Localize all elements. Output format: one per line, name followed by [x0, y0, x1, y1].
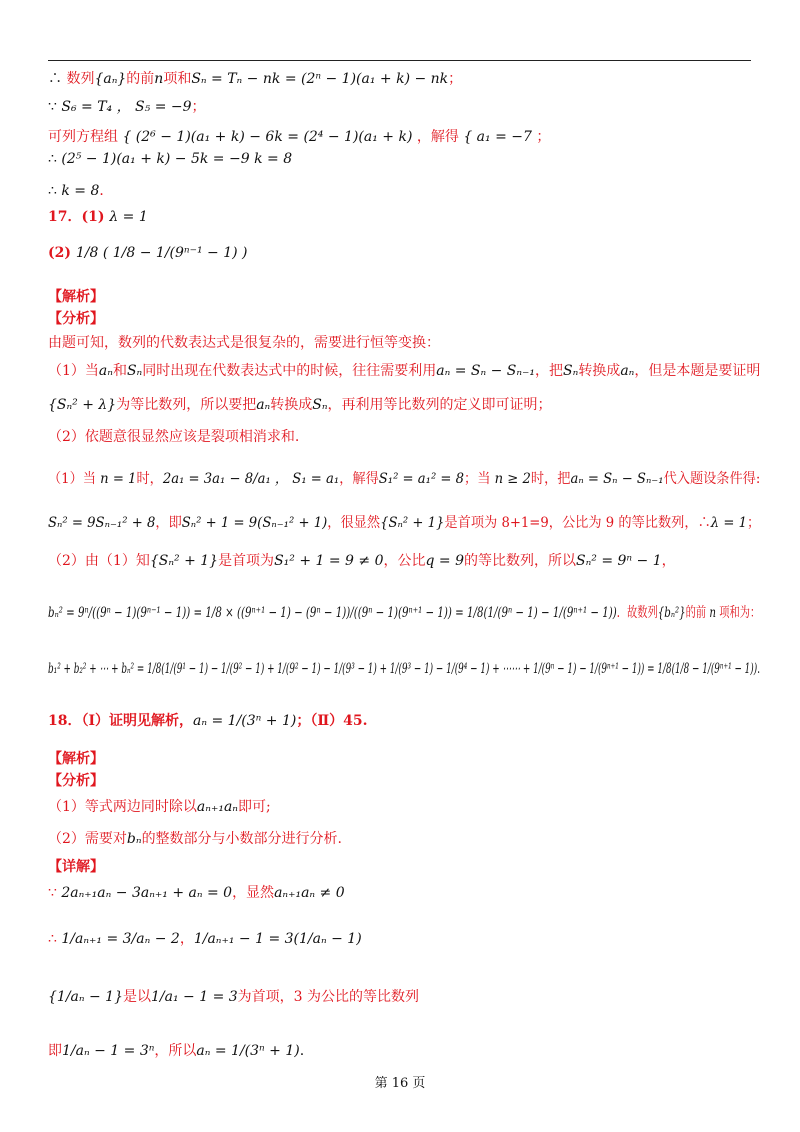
math-expression: Sₙ² + 1 = 9(Sₙ₋₁² + 1) — [181, 515, 328, 531]
math-expression: aₙ₊₁aₙ ≠ 0 — [274, 885, 345, 901]
math-expression: Sₙ — [312, 397, 328, 413]
text-line — [48, 798, 271, 816]
text-run: (2) — [48, 245, 76, 261]
header-rule — [48, 60, 751, 61]
text-run: （2）由（1）知 — [48, 553, 150, 569]
text-run: 时， — [136, 471, 163, 487]
text-run: （1）当 — [48, 363, 99, 379]
math-expression: { (2⁶ − 1)(a₁ + k) − 6k = (2⁴ − 1)(a₁ + k) — [122, 129, 413, 145]
text-run: ∴ — [48, 151, 62, 167]
text-line — [48, 208, 148, 226]
math-expression: 2a₁ = 3a₁ − 8/a₁ ， S₁ = a₁ — [162, 471, 340, 487]
text-run: 的前 — [685, 605, 710, 621]
math-expression: 1/8 ( 1/8 − 1/(9ⁿ⁻¹ − 1) ) — [75, 245, 248, 261]
text-run: （2）需要对 — [48, 831, 127, 847]
math-expression: aₙ = Sₙ − Sₙ₋₁ — [436, 363, 536, 379]
text-run: ． — [99, 183, 114, 199]
text-run: 即可; — [237, 799, 271, 815]
math-expression: Sₙ² = 9ⁿ − 1 — [576, 553, 662, 569]
text-run: ．故数列 — [616, 605, 658, 621]
text-run: ，把 — [535, 363, 564, 379]
text-run: ，即 — [155, 515, 182, 531]
text-run: 为等比数列，所以要把 — [116, 397, 257, 413]
text-run: 【解析】 — [48, 289, 104, 305]
text-line — [48, 660, 760, 678]
text-line — [48, 604, 760, 622]
text-run: （2）依题意很显然应该是裂项相消求和. — [48, 429, 300, 445]
math-expression: 2aₙ₊₁aₙ − 3aₙ₊₁ + aₙ = 0 — [61, 885, 233, 901]
math-expression: aₙ — [256, 397, 271, 413]
math-expression: k = 8 — [61, 183, 100, 199]
math-expression: {aₙ} — [94, 71, 127, 87]
text-run: 18．（Ⅰ）证明见解析， — [48, 713, 194, 729]
text-run: ，但是本题是要证明 — [634, 363, 761, 379]
text-run: 同时出现在代数表达式中的时候，往往需要利用 — [142, 363, 437, 379]
text-run: 是首项为 — [218, 553, 275, 569]
text-run: ，解得 — [339, 471, 379, 487]
math-expression: 1/aₙ₊₁ − 1 = 3(1/aₙ − 1) — [193, 931, 362, 947]
text-run: 的整数部分与小数部分进行分析. — [141, 831, 343, 847]
text-line — [48, 70, 462, 88]
math-expression: {bₙ²} — [657, 605, 686, 621]
text-line — [48, 150, 292, 168]
text-line — [48, 182, 113, 200]
text-run: 【详解】 — [48, 859, 104, 875]
math-expression: k = 8 — [254, 151, 293, 167]
math-expression: S₁² = a₁² = 8 — [378, 471, 465, 487]
text-run: ；（Ⅱ）45. — [296, 713, 368, 729]
text-line — [48, 334, 440, 352]
text-run: （1）当 — [48, 471, 101, 487]
math-expression: aₙ — [620, 363, 635, 379]
text-run: ，公比 — [383, 553, 426, 569]
text-run: 是首项为 8+1=9，公比为 9 的等比数列，∴ — [444, 515, 711, 531]
math-expression: {Sₙ² + 1} — [380, 515, 445, 531]
math-expression: n — [154, 71, 164, 87]
text-run: ∵ — [48, 99, 62, 115]
text-line — [48, 362, 760, 380]
math-expression: 1/aₙ − 1 = 3ⁿ — [62, 1043, 155, 1059]
math-expression: Sₙ — [126, 363, 143, 379]
text-line — [48, 128, 550, 146]
text-run: ， — [661, 553, 676, 569]
page-number: 第 16 页 — [374, 1076, 426, 1091]
text-run: 时，把 — [530, 471, 571, 487]
math-expression: aₙ = 1/(3ⁿ + 1) — [193, 713, 297, 729]
text-line — [48, 396, 552, 414]
text-line — [48, 772, 104, 790]
text-line — [48, 310, 104, 328]
math-expression: bₙ² = 9ⁿ/((9ⁿ − 1)(9ⁿ⁻¹ − 1)) = 1/8 × ((9ⁿ⁺¹ − 1) − (9ⁿ − 1))/((9ⁿ − 1)(9ⁿ⁺¹ − 1)) = 1/8(1/(9ⁿ − 1) − 1/(9ⁿ⁺¹ − 1)) — [48, 605, 617, 621]
text-line — [48, 288, 104, 306]
math-expression: λ = 1 — [109, 209, 148, 225]
text-run: 由题可知，数列的代数表达式是很复杂的，需要进行恒等变换： — [48, 335, 440, 351]
text-line — [48, 470, 760, 488]
text-line — [48, 930, 362, 948]
text-run: 和 — [112, 363, 127, 379]
math-expression: bₙ — [126, 831, 142, 847]
math-expression: n — [709, 605, 717, 621]
math-expression: aₙ₊₁aₙ — [196, 799, 238, 815]
math-expression: S₁² + 1 = 9 ≠ 0 — [274, 553, 384, 569]
text-run: 可列方程组 — [48, 129, 123, 145]
math-expression: q = 9 — [425, 553, 464, 569]
text-line — [48, 858, 104, 876]
text-line — [48, 244, 248, 262]
math-expression: n ≥ 2 — [494, 471, 531, 487]
text-run: ； — [448, 71, 463, 87]
text-run: ； — [747, 515, 761, 531]
text-run: 代入题设条件得: — [663, 471, 761, 487]
math-expression: 1/a₁ − 1 = 3 — [151, 989, 238, 1005]
text-run: 的等比数列，所以 — [464, 553, 576, 569]
math-expression: Sₙ — [563, 363, 579, 379]
text-run: ，很显然 — [327, 515, 381, 531]
math-expression: { a₁ = −7 — [463, 129, 532, 145]
text-run: . — [757, 661, 760, 677]
text-line — [48, 1042, 304, 1060]
text-run: ； — [191, 99, 206, 115]
text-run: ，显然 — [232, 885, 275, 901]
math-expression: {1/aₙ − 1} — [48, 989, 123, 1005]
text-run: 即 — [48, 1043, 62, 1059]
text-line — [48, 712, 368, 730]
text-line — [48, 830, 342, 848]
math-expression: {Sₙ² + 1} — [149, 553, 219, 569]
text-run: 17．(1) — [48, 209, 110, 225]
text-run: ，再利用等比数列的定义即可证明； — [327, 397, 552, 413]
math-expression: λ = 1 — [710, 515, 748, 531]
math-expression: Sₙ² = 9Sₙ₋₁² + 8 — [48, 515, 156, 531]
text-run: . — [299, 1043, 305, 1059]
text-run: ； — [531, 129, 551, 145]
text-run: 【解析】 — [48, 751, 104, 767]
text-line — [48, 552, 676, 570]
text-run: 项和为： — [716, 605, 761, 621]
text-run: 项和 — [163, 71, 192, 87]
math-expression: Sₙ = Tₙ − nk = (2ⁿ − 1)(a₁ + k) − nk — [191, 71, 449, 87]
text-run: ∴ — [48, 71, 67, 87]
text-line — [48, 988, 419, 1006]
text-line — [48, 428, 299, 446]
math-expression: 1/aₙ₊₁ = 3/aₙ − 2 — [61, 931, 180, 947]
text-run: 【分析】 — [48, 773, 104, 789]
math-expression: (2⁵ − 1)(a₁ + k) − 5k = −9 — [61, 151, 250, 167]
text-line — [48, 98, 206, 116]
math-expression: aₙ = 1/(3ⁿ + 1) — [196, 1043, 300, 1059]
math-expression: n = 1 — [100, 471, 137, 487]
text-run: 数列 — [66, 71, 95, 87]
math-expression: b₁² + b₂² + ⋯ + bₙ² = 1/8(1/(9¹ − 1) − 1/(9² − 1) + 1/(9² − 1) − 1/(9³ − 1) + 1/(9³ − 1) − 1/(9⁴ − 1) + ⋯⋯ + 1/(9ⁿ − 1) − 1/(9ⁿ⁺¹ − 1)) = 1/8(1/8 − 1/(9ⁿ⁺¹ − 1)) — [48, 661, 758, 677]
text-run: 是以 — [123, 989, 151, 1005]
text-run: ， — [179, 931, 194, 947]
text-run: 的前 — [126, 71, 155, 87]
math-expression: {Sₙ² + λ} — [48, 397, 117, 413]
text-line — [48, 514, 760, 532]
text-run: ，所以 — [154, 1043, 197, 1059]
text-run: 转换成 — [270, 397, 313, 413]
text-run: （1）等式两边同时除以 — [48, 799, 197, 815]
math-expression: aₙ — [98, 363, 113, 379]
text-run: ，解得 — [412, 129, 464, 145]
text-run: ∵ — [48, 885, 62, 901]
text-run: ∴ — [48, 183, 62, 199]
text-run: 为首项，3 为公比的等比数列 — [237, 989, 420, 1005]
text-run: 【分析】 — [48, 311, 104, 327]
text-line — [48, 750, 104, 768]
math-expression: S₆ = T₄ ， S₅ = −9 — [61, 99, 192, 115]
text-run: 转换成 — [578, 363, 621, 379]
text-run: ；当 — [464, 471, 495, 487]
text-run: ∴ — [48, 931, 62, 947]
math-expression: aₙ = Sₙ − Sₙ₋₁ — [570, 471, 664, 487]
text-line — [48, 884, 345, 902]
